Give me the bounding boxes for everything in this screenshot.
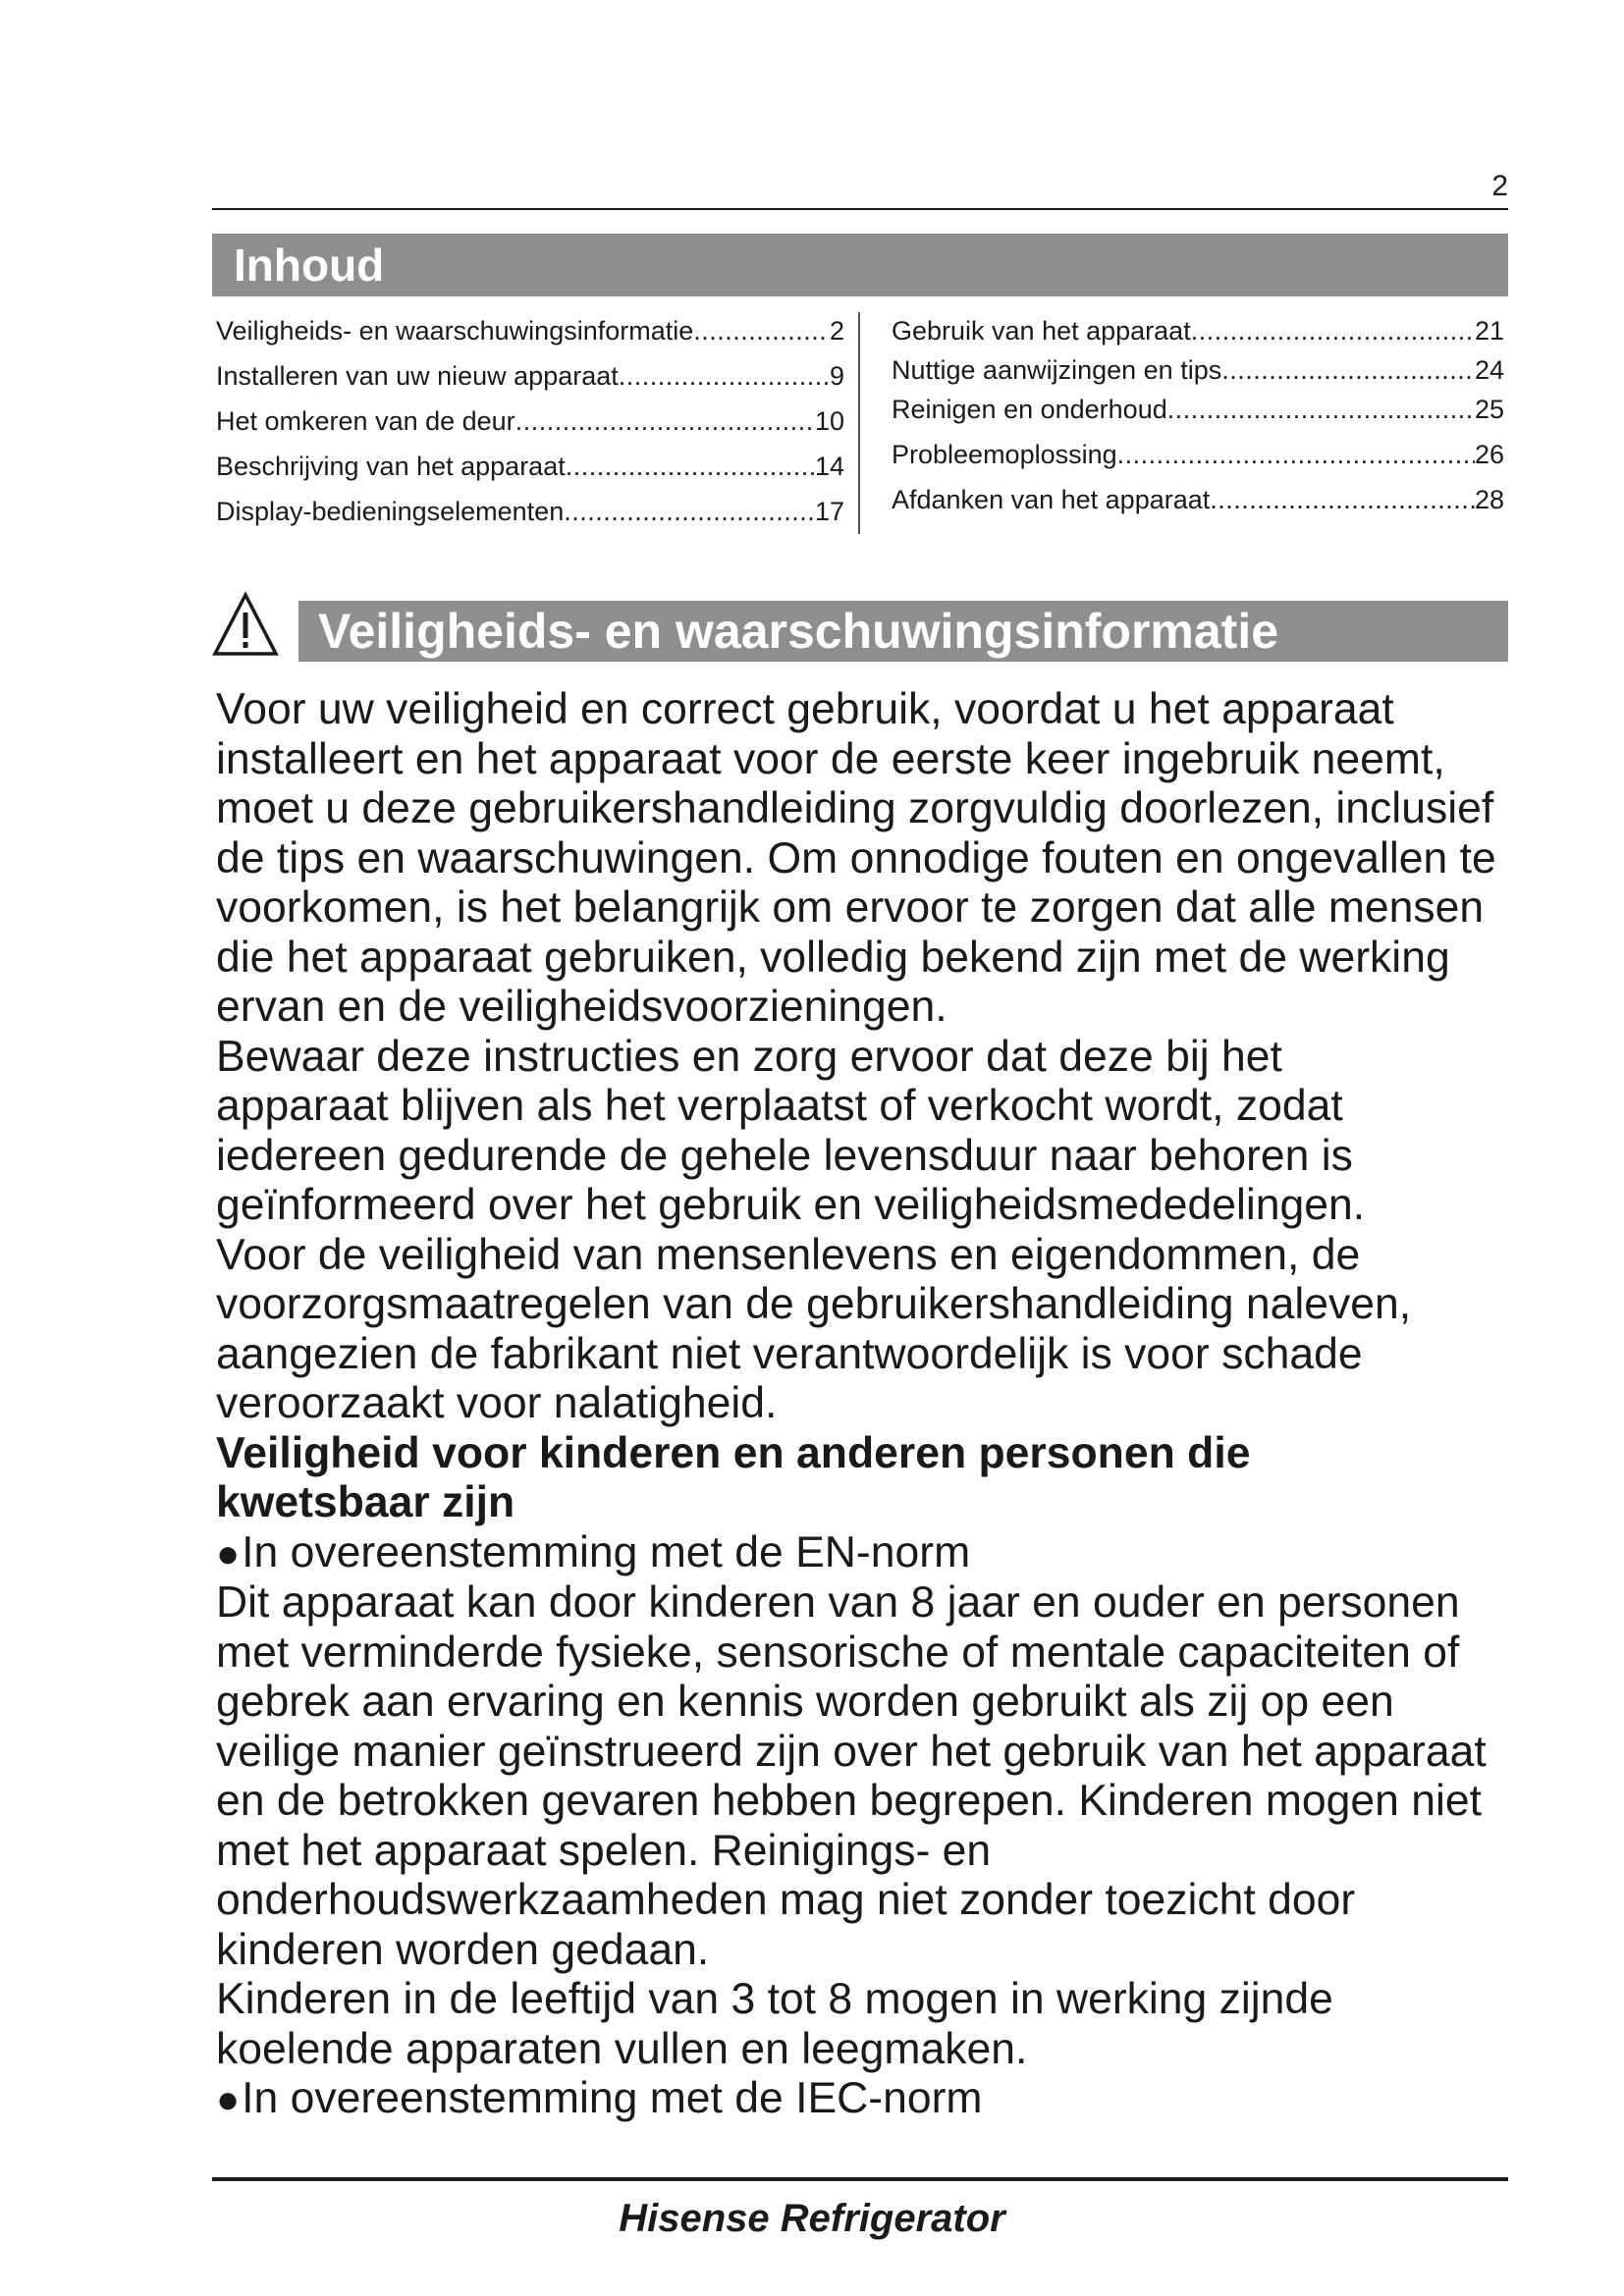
safety-liability-paragraph: Voor de veiligheid van mensenlevens en eigendommen, de voorzorgsmaatregelen van de gebruikershandleiding naleven, aangezien de fabrikant niet verantwoordelijk is voor schade veroorzaakt voor nalatigheid. bbox=[216, 1230, 1412, 1427]
safety-heading: Veiligheids- en waarschuwingsinformatie bbox=[318, 604, 1279, 659]
toc-leader-dots bbox=[515, 406, 815, 437]
toc-leader-dots bbox=[564, 497, 815, 527]
bottom-rule bbox=[212, 2177, 1508, 2181]
toc-entry-page: 9 bbox=[829, 361, 844, 391]
toc-leader-dots bbox=[1221, 355, 1475, 386]
toc-entry[interactable] bbox=[216, 316, 844, 347]
toc-entry-page: 28 bbox=[1474, 485, 1504, 514]
toc-leader-dots bbox=[566, 452, 815, 482]
toc-entry-title: Installeren van uw nieuw apparaat bbox=[216, 361, 619, 391]
safety-heading-bar bbox=[298, 601, 1508, 662]
en-norm-bullet bbox=[216, 1528, 1522, 1579]
toc-entry-page: 10 bbox=[814, 406, 844, 436]
en-norm-paragraph: Dit apparaat kan door kinderen van 8 jaar en ouder en personen met verminderde fysieke, sensorische of mentale capaciteiten of gebrek aan ervaring en kennis worden gebruikt als zij op een veilige manier geïnstrueerd zijn over het gebruik van het apparaat en de betrokken gevaren hebben begrepen. Kinderen mogen niet met het apparaat spelen. Reinigings- en onderhoudswerkzaamheden mag niet zonder toezicht door kinderen worden gedaan. bbox=[216, 1578, 1487, 1974]
safety-intro-paragraph: Voor uw veiligheid en correct gebruik, voordat u het apparaat installeert en het apparaat voor de eerste keer ingebruik neemt, moet u deze gebruikershandleiding zorgvuldig doorlezen, inclusief de tips en waarschuwingen. Om onnodige fouten en ongevallen te voorkomen, is het belangrijk om ervoor te zorgen dat alle mensen die het apparaat gebruiken, volledig bekend zijn met de werking ervan en de veiligheidsvoorzieningen. bbox=[216, 685, 1496, 1031]
table-of-contents bbox=[212, 312, 1508, 540]
toc-leader-dots bbox=[1167, 395, 1475, 425]
toc-entry[interactable] bbox=[216, 452, 844, 482]
toc-entry-page: 2 bbox=[829, 316, 844, 346]
toc-leader-dots bbox=[693, 316, 830, 347]
iec-norm-bullet bbox=[216, 2074, 1522, 2125]
warning-triangle-icon bbox=[212, 591, 279, 658]
toc-entry-page: 17 bbox=[814, 497, 844, 526]
iec-norm-bullet-text: In overeenstemming met de IEC-norm bbox=[242, 2074, 983, 2122]
toc-entry-title: Nuttige aanwijzingen en tips bbox=[892, 355, 1222, 385]
toc-leader-dots bbox=[1117, 440, 1475, 470]
toc-entry-title: Veiligheids- en waarschuwingsinformatie bbox=[216, 316, 694, 346]
safety-storage-paragraph: Bewaar deze instructies en zorg ervoor dat deze bij het apparaat blijven als het verplaatst of verkocht wordt, zodat iedereen gedurende de gehele levensduur naar behoren is geïnformeerd over het gebruik en veiligheidsmededelingen. bbox=[216, 1032, 1366, 1229]
toc-column-divider bbox=[858, 312, 860, 534]
toc-leader-dots bbox=[619, 361, 830, 392]
top-rule bbox=[212, 208, 1508, 210]
toc-entry[interactable] bbox=[216, 497, 844, 527]
toc-entry-title: Beschrijving van het apparaat bbox=[216, 452, 566, 481]
toc-entry[interactable] bbox=[892, 485, 1504, 515]
toc-entry-title: Display-bedieningselementen bbox=[216, 497, 565, 526]
toc-entry[interactable] bbox=[216, 361, 844, 392]
safety-body bbox=[216, 685, 1522, 2125]
toc-entry-page: 14 bbox=[814, 452, 844, 481]
toc-entry-title: Het omkeren van de deur bbox=[216, 406, 515, 436]
toc-entry[interactable] bbox=[216, 406, 844, 437]
toc-entry-page: 24 bbox=[1474, 355, 1504, 385]
toc-entry-title: Gebruik van het apparaat bbox=[892, 316, 1191, 346]
toc-heading: Inhoud bbox=[234, 240, 385, 291]
toc-entry-title: Reinigen en onderhoud bbox=[892, 395, 1167, 424]
brand-footer: Hisense Refrigerator bbox=[619, 2197, 1005, 2240]
toc-entry[interactable] bbox=[892, 395, 1504, 425]
page-number: 2 bbox=[1491, 170, 1508, 202]
toc-entry[interactable] bbox=[892, 355, 1504, 386]
toc-leader-dots bbox=[1191, 316, 1475, 347]
toc-entry-page: 21 bbox=[1474, 316, 1504, 346]
toc-entry[interactable] bbox=[892, 440, 1504, 470]
en-norm-bullet-text: In overeenstemming met de EN-norm bbox=[242, 1527, 971, 1576]
toc-leader-dots bbox=[1210, 485, 1475, 515]
toc-entry-page: 25 bbox=[1474, 395, 1504, 424]
toc-entry[interactable] bbox=[892, 316, 1504, 347]
toc-entry-page: 26 bbox=[1474, 440, 1504, 469]
toc-heading-bar bbox=[212, 234, 1508, 296]
age-paragraph: Kinderen in de leeftijd van 3 tot 8 mogen in werking zijnde koelende apparaten vullen en leegmaken. bbox=[216, 1975, 1333, 2073]
toc-entry-title: Probleemoplossing bbox=[892, 440, 1117, 469]
toc-entry-title: Afdanken van het apparaat bbox=[892, 485, 1211, 514]
children-safety-subheading: Veiligheid voor kinderen en anderen personen die kwetsbaar zijn bbox=[216, 1428, 1251, 1526]
